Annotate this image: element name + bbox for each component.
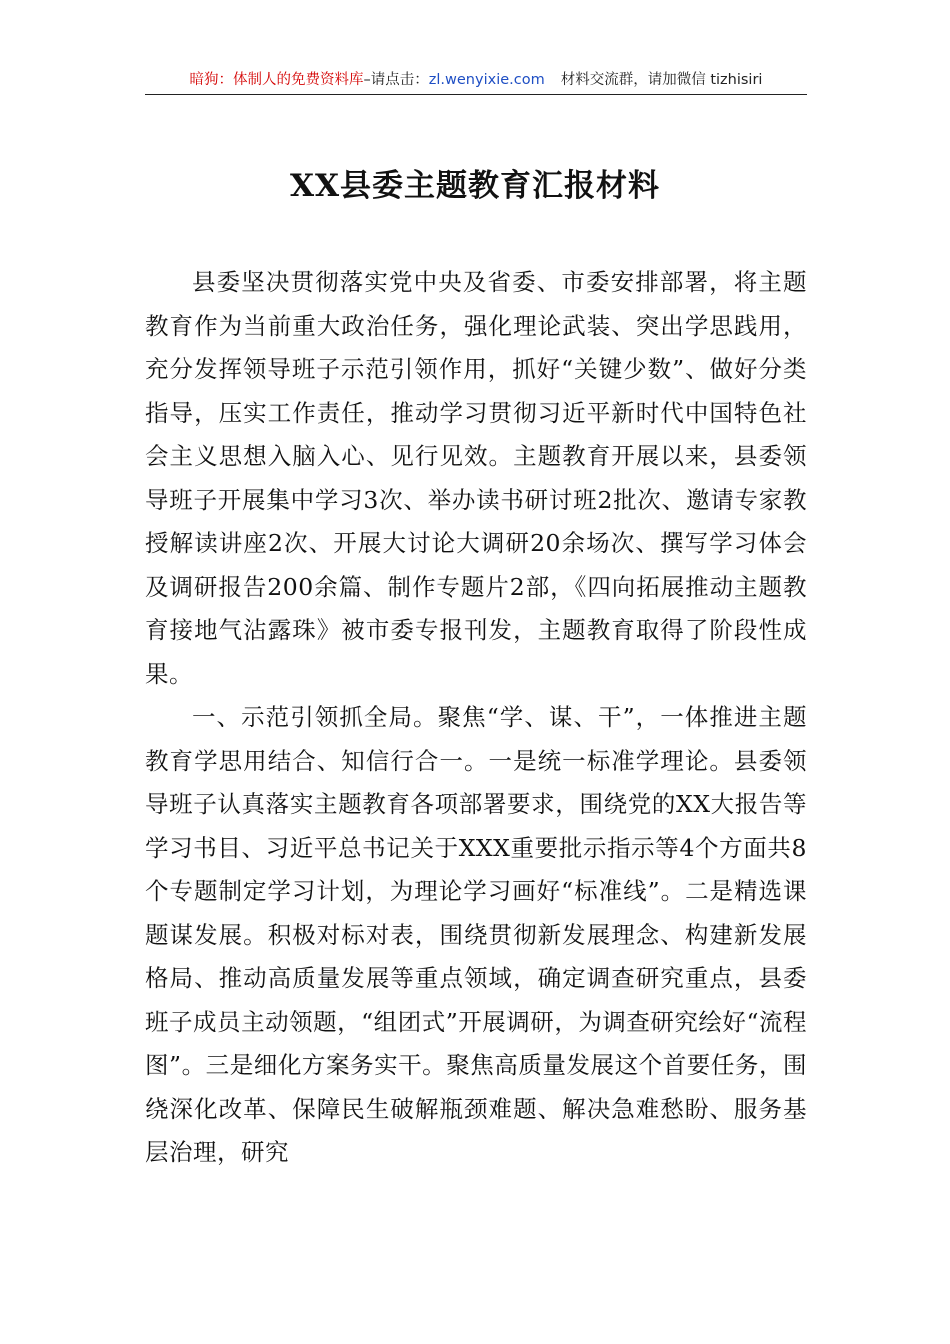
page-header — [145, 66, 807, 95]
document-title: XX县委主题教育汇报材料 — [289, 168, 661, 204]
document-body — [145, 261, 807, 1175]
header-contact: 材料交流群，请加微信 tizhisiri — [560, 72, 763, 88]
header-prompt: –请点击： — [363, 72, 429, 88]
header-brand: 暗狗：体制人的免费资料库 — [189, 72, 364, 88]
paragraph-section-one: 一、示范引领抓全局。聚焦“学、谋、干”，一体推进主题教育学思用结合、知信行合一。一是统一标准学理论。县委领导班子认真落实主题教育各项部署要求，围绕党的XX大报告等学习书目、习近平总书记关于XXX重要批示指示等4个方面共8个专题制定学习计划，为理论学习画好“标准线”。二是精选课题谋发展。积极对标对表，围绕贯彻新发展理念、构建新发展格局、推动高质量发展等重点领域，确定调查研究重点，县委班子成员主动领题，“组团式”开展调研，为调查研究绘好“流程图”。三是细化方案务实干。聚焦高质量发展这个首要任务，围绕深化改革、保障民生破解瓶颈难题、解决急难愁盼、服务基层治理，研究 — [145, 703, 807, 1166]
header-url-link[interactable]: zl.wenyixie.com — [428, 72, 545, 88]
paragraph-intro: 县委坚决贯彻落实党中央及省委、市委安排部署，将主题教育作为当前重大政治任务，强化理论武装、突出学思践用，充分发挥领导班子示范引领作用，抓好“关键少数”、做好分类指导，压实工作责任，推动学习贯彻习近平新时代中国特色社会主义思想入脑入心、见行见效。主题教育开展以来，县委领导班子开展集中学习3次、举办读书研讨班2批次、邀请专家教授解读讲座2次、开展大讨论大调研20余场次、撰写学习体会及调研报告200余篇、制作专题片2部，《四向拓展推动主题教育接地气沾露珠》被市委专报刊发，主题教育取得了阶段性成果。 — [145, 268, 807, 688]
